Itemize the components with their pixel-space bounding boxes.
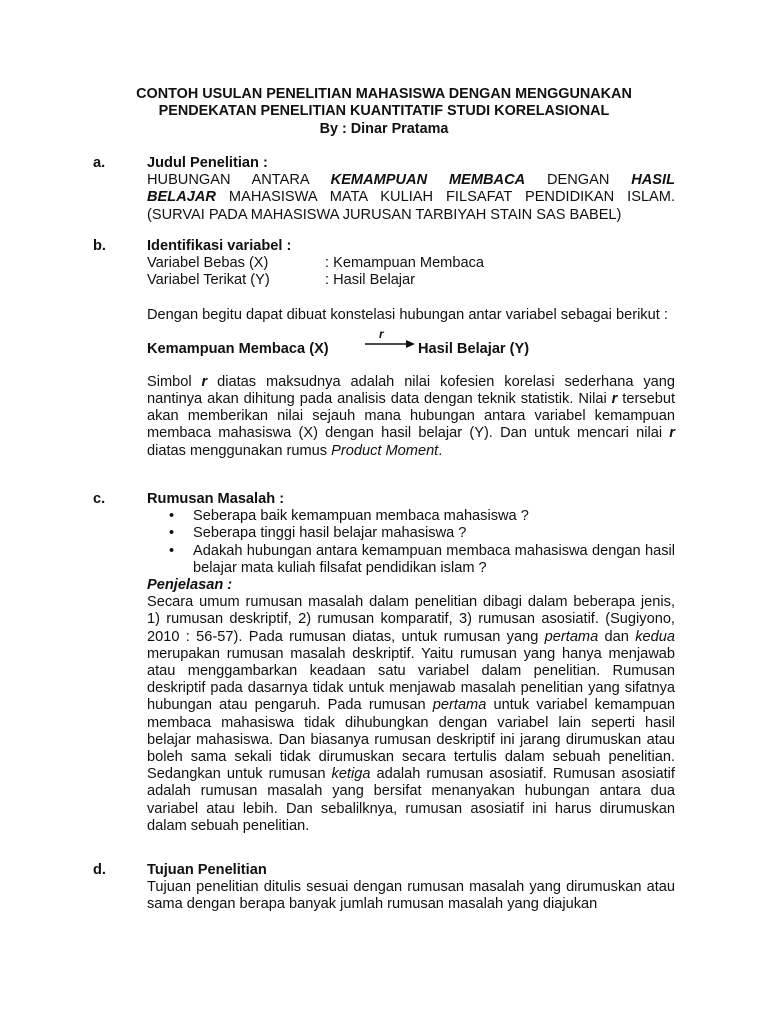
variable-y-label: Hasil Belajar (Y) xyxy=(418,340,530,357)
arrow-icon xyxy=(365,338,415,350)
heading-text: Rumusan Masalah : xyxy=(147,491,285,507)
section-c-heading xyxy=(93,491,675,508)
judul-line-2: BELAJAR MAHASISWA MATA KULIAH FILSAFAT PENDIDIKAN ISLAM. xyxy=(147,189,676,206)
penjelasan-text: Secara umum rumusan masalah dalam penelitian dibagi dalam beberapa jenis, 1) rumusan deskriptif, 2) rumusan komparatif, 3) rumusan asosiatif. (Sugiyono, 2010 : 56-57). Pada rumusan diatas, untuk rumusan yang pertama dan kedua merupakan rumusan masalah deskriptif. Yaitu rumusan yang hanya menjawab atau menggambarkan keadaan satu variabel dalam penelitian. Rumusan deskriptif pada dasarnya tidak untuk menjawab masalah penelitian yang sifatnya hubungan atau pengaruh. Pada rumusan pertama untuk variabel kemampuan membaca mahasiswa tidak dihubungkan dengan variabel lain seperti hasil belajar mahasiswa. Dan biasanya rumusan deskriptif ini jarang dirumuskan atau boleh sama sekali tidak dirumuskan secara tertulis dalam sebuah penelitian. Sedangkan untuk rumusan ketiga adalah rumusan asosiatif. Rumusan asosiatif adalah rumusan masalah yang bersifat menanyakan hubungan antara dua variabel atau lebih. Dan sebalilknya, rumusan asosiatif ini harus dirumuskan dalam sebuah penelitian. xyxy=(147,594,675,834)
variable-x-label: Kemampuan Membaca (X) xyxy=(147,340,329,357)
bullet-icon: • xyxy=(169,525,175,542)
heading-text: Tujuan Penelitian xyxy=(147,862,267,878)
question-list xyxy=(147,508,675,577)
section-a-heading xyxy=(93,155,675,172)
variable-row: Variabel Bebas (X) : Kemampuan Membaca xyxy=(147,255,484,272)
section-letter: d. xyxy=(93,862,106,878)
section-letter: c. xyxy=(93,491,106,507)
tujuan-text: Tujuan penelitian ditulis sesuai dengan rumusan masalah yang dirumuskan atau sama dengan berapa banyak jumlah rumusan masalah yang diajukan xyxy=(147,879,675,913)
title-line-1: CONTOH USULAN PENELITIAN MAHASISWA DENGAN MENGGUNAKAN xyxy=(136,86,632,102)
list-item: • Seberapa tinggi hasil belajar mahasiswa ? xyxy=(169,525,467,542)
variable-row: Variabel Terikat (Y) : Hasil Belajar xyxy=(147,272,416,289)
section-d-heading xyxy=(93,862,675,879)
document-title xyxy=(80,86,688,138)
bullet-icon: • xyxy=(169,542,175,559)
title-line-2: PENDEKATAN PENELITIAN KUANTITATIF STUDI KORELASIONAL xyxy=(158,103,610,120)
author-line: By : Dinar Pratama xyxy=(319,120,449,137)
list-item: • Seberapa baik kemampuan membaca mahasiswa ? xyxy=(169,508,529,525)
judul-line-3: (SURVAI PADA MAHASISWA JURUSAN TARBIYAH STAIN SAS BABEL) xyxy=(147,206,622,223)
heading-text: Judul Penelitian : xyxy=(147,155,268,171)
heading-text: Identifikasi variabel : xyxy=(147,238,292,254)
section-letter: b. xyxy=(93,238,106,254)
relationship-diagram xyxy=(147,328,675,362)
section-judul xyxy=(93,155,676,224)
section-rumusan xyxy=(93,491,675,835)
penjelasan-heading: Penjelasan : xyxy=(147,577,233,594)
section-tujuan xyxy=(93,862,675,914)
variable-table xyxy=(147,255,675,460)
konstelasi-text: Dengan begitu dapat dibuat konstelasi hubungan antar variabel sebagai berikut : xyxy=(147,306,668,323)
judul-line-1: HUBUNGAN ANTARA KEMAMPUAN MEMBACA DENGAN HASIL xyxy=(147,172,675,189)
arrow-label-r: r xyxy=(379,326,384,341)
list-item: • Adakah hubungan antara kemampuan membaca mahasiswa dengan hasil belajar mata kuliah filsafat pendidikan islam ? xyxy=(169,542,675,576)
bullet-icon: • xyxy=(169,508,175,525)
simbol-paragraph: Simbol r diatas maksudnya adalah nilai kofesien korelasi sederhana yang nantinya akan dihitung pada analisis data dengan teknik statistik. Nilai r tersebut akan memberikan nilai sejauh mana hubungan antara variabel kemampuan membaca mahasiswa (X) dengan hasil belajar (Y). Dan untuk mencari nilai r diatas menggunakan rumus Product Moment. xyxy=(147,373,676,459)
judul-text xyxy=(147,172,675,224)
section-letter: a. xyxy=(93,155,106,171)
section-identifikasi xyxy=(93,238,676,460)
section-b-heading xyxy=(93,238,675,255)
